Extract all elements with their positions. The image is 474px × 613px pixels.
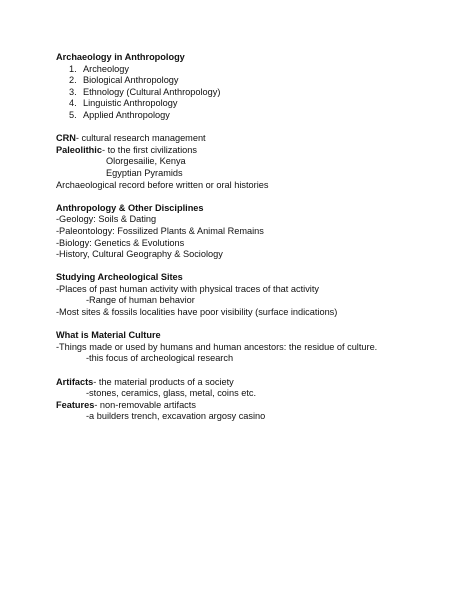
discipline-line: -History, Cultural Geography & Sociology [56,249,223,260]
spacer [56,191,456,203]
material-culture-subline: -this focus of archeological research [86,353,234,364]
sites-line: -Places of past human activity with physical traces of that activity [56,283,319,294]
paleolithic-definition: - to the first civilizations [101,144,197,155]
list-item [56,110,456,122]
artifacts-examples: -stones, ceramics, glass, metal, coins etc. [86,388,257,399]
list-text: Biological Anthropology [83,75,179,86]
list-text: Applied Anthropology [83,109,170,120]
heading-what-is-material-culture: What is Material Culture [56,330,161,341]
paleolithic-example: Egyptian Pyramids [106,167,183,178]
list-item [56,64,456,76]
features-line [56,400,456,412]
list-text: Ethnology (Cultural Anthropology) [83,86,221,97]
list-item [56,98,456,110]
discipline-line: -Geology: Soils & Dating [56,214,157,225]
list-number: 2. [69,75,77,86]
artifacts-term: Artifacts [56,376,94,387]
features-definition: - non-removable artifacts [94,399,196,410]
features-term: Features [56,399,95,410]
features-examples: -a builders trench, excavation argosy casino [86,411,266,422]
paleolithic-term: Paleolithic [56,144,102,155]
heading-studying-archeological-sites: Studying Archeological Sites [56,272,183,283]
sites-subline: -Range of human behavior [86,295,195,306]
artifacts-line [56,377,456,389]
crn-line [56,133,456,145]
discipline-line: -Paleontology: Fossilized Plants & Animal Remains [56,225,264,236]
spacer [56,261,456,273]
list-item [56,75,456,87]
list-text: Archeology [83,63,129,74]
paleolithic-example: Olorgesailie, Kenya [106,156,186,167]
list-number: 1. [69,63,77,74]
spacer [56,365,456,377]
material-culture-line: -Things made or used by humans and human ancestors: the residue of culture. [56,341,378,352]
spacer [56,319,456,331]
crn-definition: - cultural research management [75,133,206,144]
sites-line: -Most sites & fossils localities have poor visibility (surface indications) [56,307,338,318]
heading-anthropology-other-disciplines: Anthropology & Other Disciplines [56,202,204,213]
discipline-line: -Biology: Genetics & Evolutions [56,237,185,248]
list-number: 4. [69,98,77,109]
artifacts-definition: - the material products of a society [93,376,234,387]
archaeological-record-line: Archaeological record before written or oral histories [56,179,269,190]
crn-term: CRN [56,133,76,144]
paleolithic-line [56,145,456,157]
list-text: Linguistic Anthropology [83,98,178,109]
spacer [56,122,456,134]
list-number: 5. [69,109,77,120]
list-number: 3. [69,86,77,97]
list-item [56,87,456,99]
document-body [56,52,456,423]
heading-archaeology-in-anthropology: Archaeology in Anthropology [56,52,185,62]
